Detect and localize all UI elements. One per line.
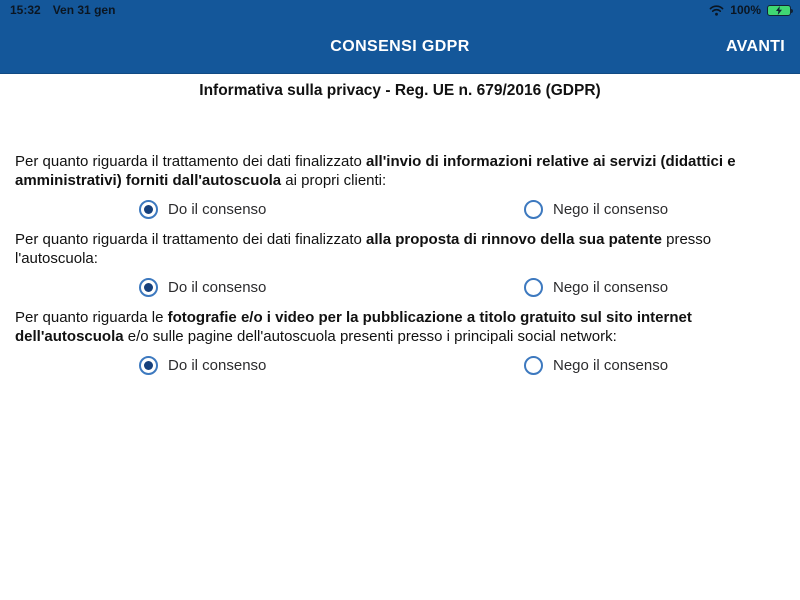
deny-label[interactable]: Nego il consenso xyxy=(553,201,669,218)
battery-charging-icon xyxy=(767,5,791,16)
consent-option-deny[interactable] xyxy=(524,200,668,219)
consent-text: Per quanto riguarda il trattamento dei dati finalizzato all'invio di informazioni relative ai servizi (didattici e amministrativi) forniti dall'autoscuola ai propri clienti: xyxy=(15,153,736,189)
radio-agree[interactable] xyxy=(139,278,158,297)
nav-title: CONSENSI GDPR xyxy=(330,37,470,55)
consent-item xyxy=(0,308,800,378)
status-bar xyxy=(0,0,800,20)
app-header xyxy=(0,0,800,74)
navigation-bar xyxy=(0,20,800,74)
radio-deny[interactable] xyxy=(524,356,543,375)
page-title: Informativa sulla privacy - Reg. UE n. 679/2016 (GDPR) xyxy=(199,82,601,99)
wifi-icon xyxy=(709,5,724,16)
radio-agree[interactable] xyxy=(139,356,158,375)
battery-percent: 100% xyxy=(730,3,761,17)
consent-text: Per quanto riguarda le fotografie e/o i video per la pubblicazione a titolo gratuito sul sito internet dell'autoscuola e/o sulle pagine dell'autoscuola presenti presso i principali social network: xyxy=(15,309,692,345)
radio-deny[interactable] xyxy=(524,278,543,297)
consent-list xyxy=(0,152,800,378)
radio-agree[interactable] xyxy=(139,200,158,219)
charging-bolt-icon xyxy=(775,6,783,15)
agree-label[interactable]: Do il consenso xyxy=(168,201,267,218)
radio-deny[interactable] xyxy=(524,200,543,219)
consent-option-deny[interactable] xyxy=(524,278,668,297)
agree-label[interactable]: Do il consenso xyxy=(168,357,267,374)
consent-item xyxy=(0,152,800,222)
agree-label[interactable]: Do il consenso xyxy=(168,279,267,296)
consent-option-agree[interactable] xyxy=(139,200,266,219)
consent-options-row xyxy=(0,200,800,222)
consent-options-row xyxy=(0,356,800,378)
consent-option-agree[interactable] xyxy=(139,356,266,375)
consent-option-deny[interactable] xyxy=(524,356,668,375)
consent-option-agree[interactable] xyxy=(139,278,266,297)
deny-label[interactable]: Nego il consenso xyxy=(553,357,669,374)
consent-item xyxy=(0,230,800,300)
deny-label[interactable]: Nego il consenso xyxy=(553,279,669,296)
consent-text: Per quanto riguarda il trattamento dei dati finalizzato alla proposta di rinnovo della sua patente presso l'autoscuola: xyxy=(15,231,712,267)
avanti-button[interactable]: AVANTI xyxy=(726,37,785,55)
consent-options-row xyxy=(0,278,800,300)
status-date: Ven 31 gen xyxy=(52,3,116,17)
status-time: 15:32 xyxy=(10,3,41,17)
